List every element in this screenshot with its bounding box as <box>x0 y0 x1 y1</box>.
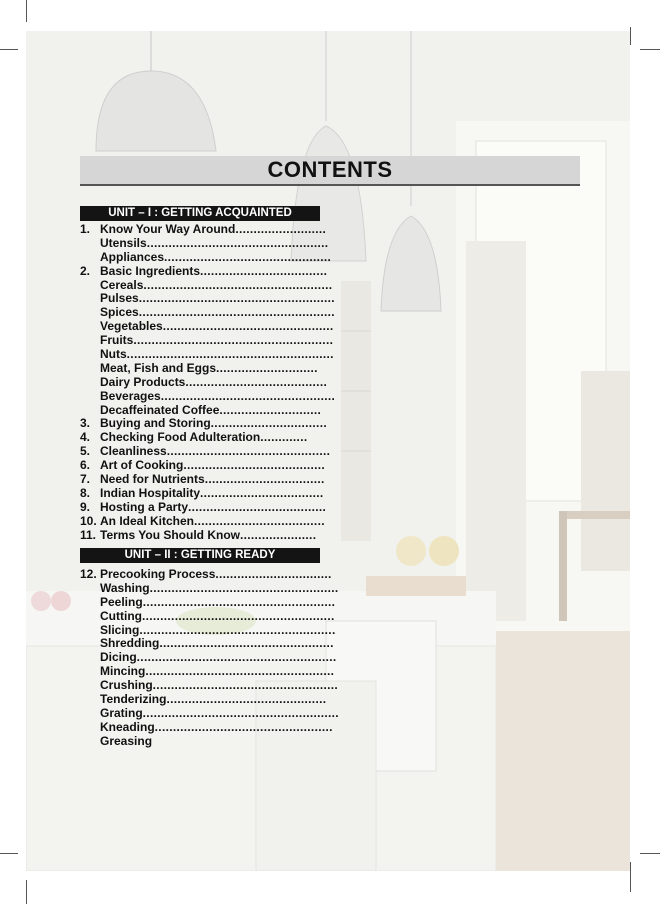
dot-leader: ..................... <box>240 527 317 542</box>
dot-leader: .................................................... <box>145 664 335 679</box>
toc-entry[interactable] <box>80 582 340 596</box>
toc-entry[interactable] <box>80 610 340 624</box>
toc-entry[interactable] <box>80 265 340 279</box>
page-title: CONTENTS <box>267 157 393 182</box>
dot-leader: ................................... <box>200 263 328 278</box>
entry-label: Meat, Fish and Eggs <box>100 360 217 375</box>
entry-number: 12. <box>80 567 97 581</box>
dot-leader: ............................................. <box>166 444 331 459</box>
toc-entry[interactable] <box>80 679 340 693</box>
entry-label: Appliances <box>100 249 165 264</box>
crop-mark-top-right <box>630 27 631 45</box>
contents-title-bar <box>80 156 580 186</box>
toc-entry[interactable] <box>80 237 340 251</box>
toc-entry[interactable] <box>80 459 340 473</box>
entry-label: Dairy Products <box>100 374 186 389</box>
entry-label: Washing <box>100 580 150 595</box>
toc-entry[interactable] <box>80 431 340 445</box>
entry-label: Peeling <box>100 594 143 609</box>
dot-leader: ...................................................... <box>139 622 336 637</box>
toc-entry[interactable] <box>80 251 340 265</box>
entry-number: 4. <box>80 430 91 445</box>
toc-entry[interactable] <box>80 473 340 487</box>
contents-page <box>26 31 630 871</box>
entry-label: Indian Hospitality <box>100 485 201 500</box>
toc-entry[interactable] <box>80 362 340 376</box>
entry-number: 11. <box>80 527 97 542</box>
dot-leader: ....................................................... <box>133 333 334 348</box>
entry-number: 7. <box>80 472 91 487</box>
toc-entry[interactable] <box>80 693 340 707</box>
unit-1-toc <box>80 223 340 542</box>
dot-leader: ...................................... <box>188 499 327 514</box>
entry-label: Decaffeinated Coffee <box>100 402 220 417</box>
entry-label: Grating <box>100 705 143 720</box>
dot-leader: .................................................. <box>146 235 329 250</box>
dot-leader: ...................................................... <box>138 291 335 306</box>
entry-label: Cereals <box>100 277 144 292</box>
entry-number: 2. <box>80 263 91 278</box>
dot-leader: .................................................... <box>149 580 339 595</box>
crop-mark-bottom-right <box>630 862 631 892</box>
dot-leader: ............................................ <box>166 692 327 707</box>
entry-number: 6. <box>80 458 91 473</box>
entry-label: Cleanliness <box>100 444 167 459</box>
toc-entry[interactable] <box>80 707 340 721</box>
entry-label: Utensils <box>100 235 147 250</box>
unit-2-heading: UNIT – II : GETTING READY <box>80 548 320 563</box>
toc-entry[interactable] <box>80 320 340 334</box>
dot-leader: ....................................... <box>183 458 326 473</box>
entry-label: Kneading <box>100 719 155 734</box>
dot-leader: ................................................ <box>159 636 334 651</box>
entry-label: An Ideal Kitchen <box>100 513 195 528</box>
entry-label: Spices <box>100 305 139 320</box>
entry-label: Mincing <box>100 664 146 679</box>
dot-leader: ..................................................... <box>141 608 335 623</box>
dot-leader: ................................................ <box>160 388 336 403</box>
entry-label: Fruits <box>100 333 134 348</box>
dot-leader: ..................................................... <box>142 594 336 609</box>
entry-number: 3. <box>80 416 91 431</box>
toc-entry[interactable] <box>80 624 340 638</box>
entry-number: 1. <box>80 222 91 236</box>
toc-entry[interactable] <box>80 292 340 306</box>
entry-label: Pulses <box>100 291 139 306</box>
entry-label: Cutting <box>100 608 142 623</box>
unit-2-toc <box>80 568 340 749</box>
dot-leader: ............................ <box>216 360 318 375</box>
toc-entry[interactable] <box>80 665 340 679</box>
toc-entry[interactable] <box>80 223 340 237</box>
entry-label: Tenderizing <box>100 692 167 707</box>
dot-leader: ................................ <box>215 567 332 581</box>
toc-entry[interactable] <box>80 529 340 543</box>
dot-leader: ....................................................... <box>136 650 337 665</box>
dot-leader: ......................... <box>235 222 327 236</box>
dot-leader: .................................................... <box>143 277 333 292</box>
toc-entry[interactable] <box>80 735 340 749</box>
dot-leader: .................................... <box>194 513 325 528</box>
toc-entry[interactable] <box>80 348 340 362</box>
toc-entry[interactable] <box>80 334 340 348</box>
crop-mark-bottom-left <box>26 880 27 904</box>
toc-entry[interactable] <box>80 376 340 390</box>
unit-1-heading: UNIT – I : GETTING ACQUAINTED <box>80 206 320 221</box>
dot-leader: ................................. <box>204 472 325 487</box>
toc-entry[interactable] <box>80 390 340 404</box>
dot-leader: ............. <box>260 430 308 445</box>
entry-label: Shredding <box>100 636 160 651</box>
entry-number: 5. <box>80 444 91 459</box>
entry-label: Nuts <box>100 347 127 362</box>
toc-entry[interactable] <box>80 417 340 431</box>
entry-label: Need for Nutrients <box>100 472 205 487</box>
dot-leader: ............................ <box>219 402 322 417</box>
entry-label: Know Your Way Around <box>100 222 236 236</box>
entry-label: Beverages <box>100 388 161 403</box>
dot-leader: ............................................... <box>162 319 334 334</box>
entry-number: 10. <box>80 513 97 528</box>
entry-label: Crushing <box>100 678 153 693</box>
toc-entry[interactable] <box>80 445 340 459</box>
toc-entry[interactable] <box>80 721 340 735</box>
entry-label: Greasing <box>100 733 153 748</box>
toc-entry[interactable] <box>80 596 340 610</box>
crop-mark-left-top <box>0 49 18 50</box>
entry-label: Slicing <box>100 622 140 637</box>
entry-label: Checking Food Adulteration <box>100 430 261 445</box>
entry-label: Buying and Storing <box>100 416 211 431</box>
toc-entry[interactable] <box>80 651 340 665</box>
toc-entry[interactable] <box>80 306 340 320</box>
dot-leader: ...................................................... <box>138 305 335 320</box>
entry-number: 9. <box>80 499 91 514</box>
crop-mark-right-top <box>640 49 660 50</box>
dot-leader: ...................................................... <box>142 705 339 720</box>
toc-entry[interactable] <box>80 637 340 651</box>
dot-leader: .................................. <box>200 485 324 500</box>
entry-label: Dicing <box>100 650 137 665</box>
toc-entry[interactable] <box>80 404 340 418</box>
entry-label: Vegetables <box>100 319 163 334</box>
entry-label: Hosting a Party <box>100 499 189 514</box>
entry-label: Art of Cooking <box>100 458 184 473</box>
crop-mark-right-bottom <box>640 853 660 854</box>
toc-entry[interactable] <box>80 279 340 293</box>
entry-label: Basic Ingredients <box>100 263 201 278</box>
toc-entry[interactable] <box>80 515 340 529</box>
toc-entry[interactable] <box>80 501 340 515</box>
dot-leader: ................................ <box>210 416 327 431</box>
dot-leader: ................................................... <box>152 678 339 693</box>
toc-entry[interactable] <box>80 487 340 501</box>
entry-number: 8. <box>80 485 91 500</box>
dot-leader: ................................................. <box>154 719 333 734</box>
entry-label: Terms You Should Know <box>100 527 241 542</box>
dot-leader: .............................................. <box>164 249 332 264</box>
crop-mark-left-bottom <box>0 853 18 854</box>
crop-mark-top-left <box>26 0 27 22</box>
dot-leader: ......................................................... <box>126 347 334 362</box>
toc-entry[interactable] <box>80 568 340 582</box>
entry-label: Precooking Process <box>100 567 216 581</box>
dot-leader: ....................................... <box>185 374 328 389</box>
